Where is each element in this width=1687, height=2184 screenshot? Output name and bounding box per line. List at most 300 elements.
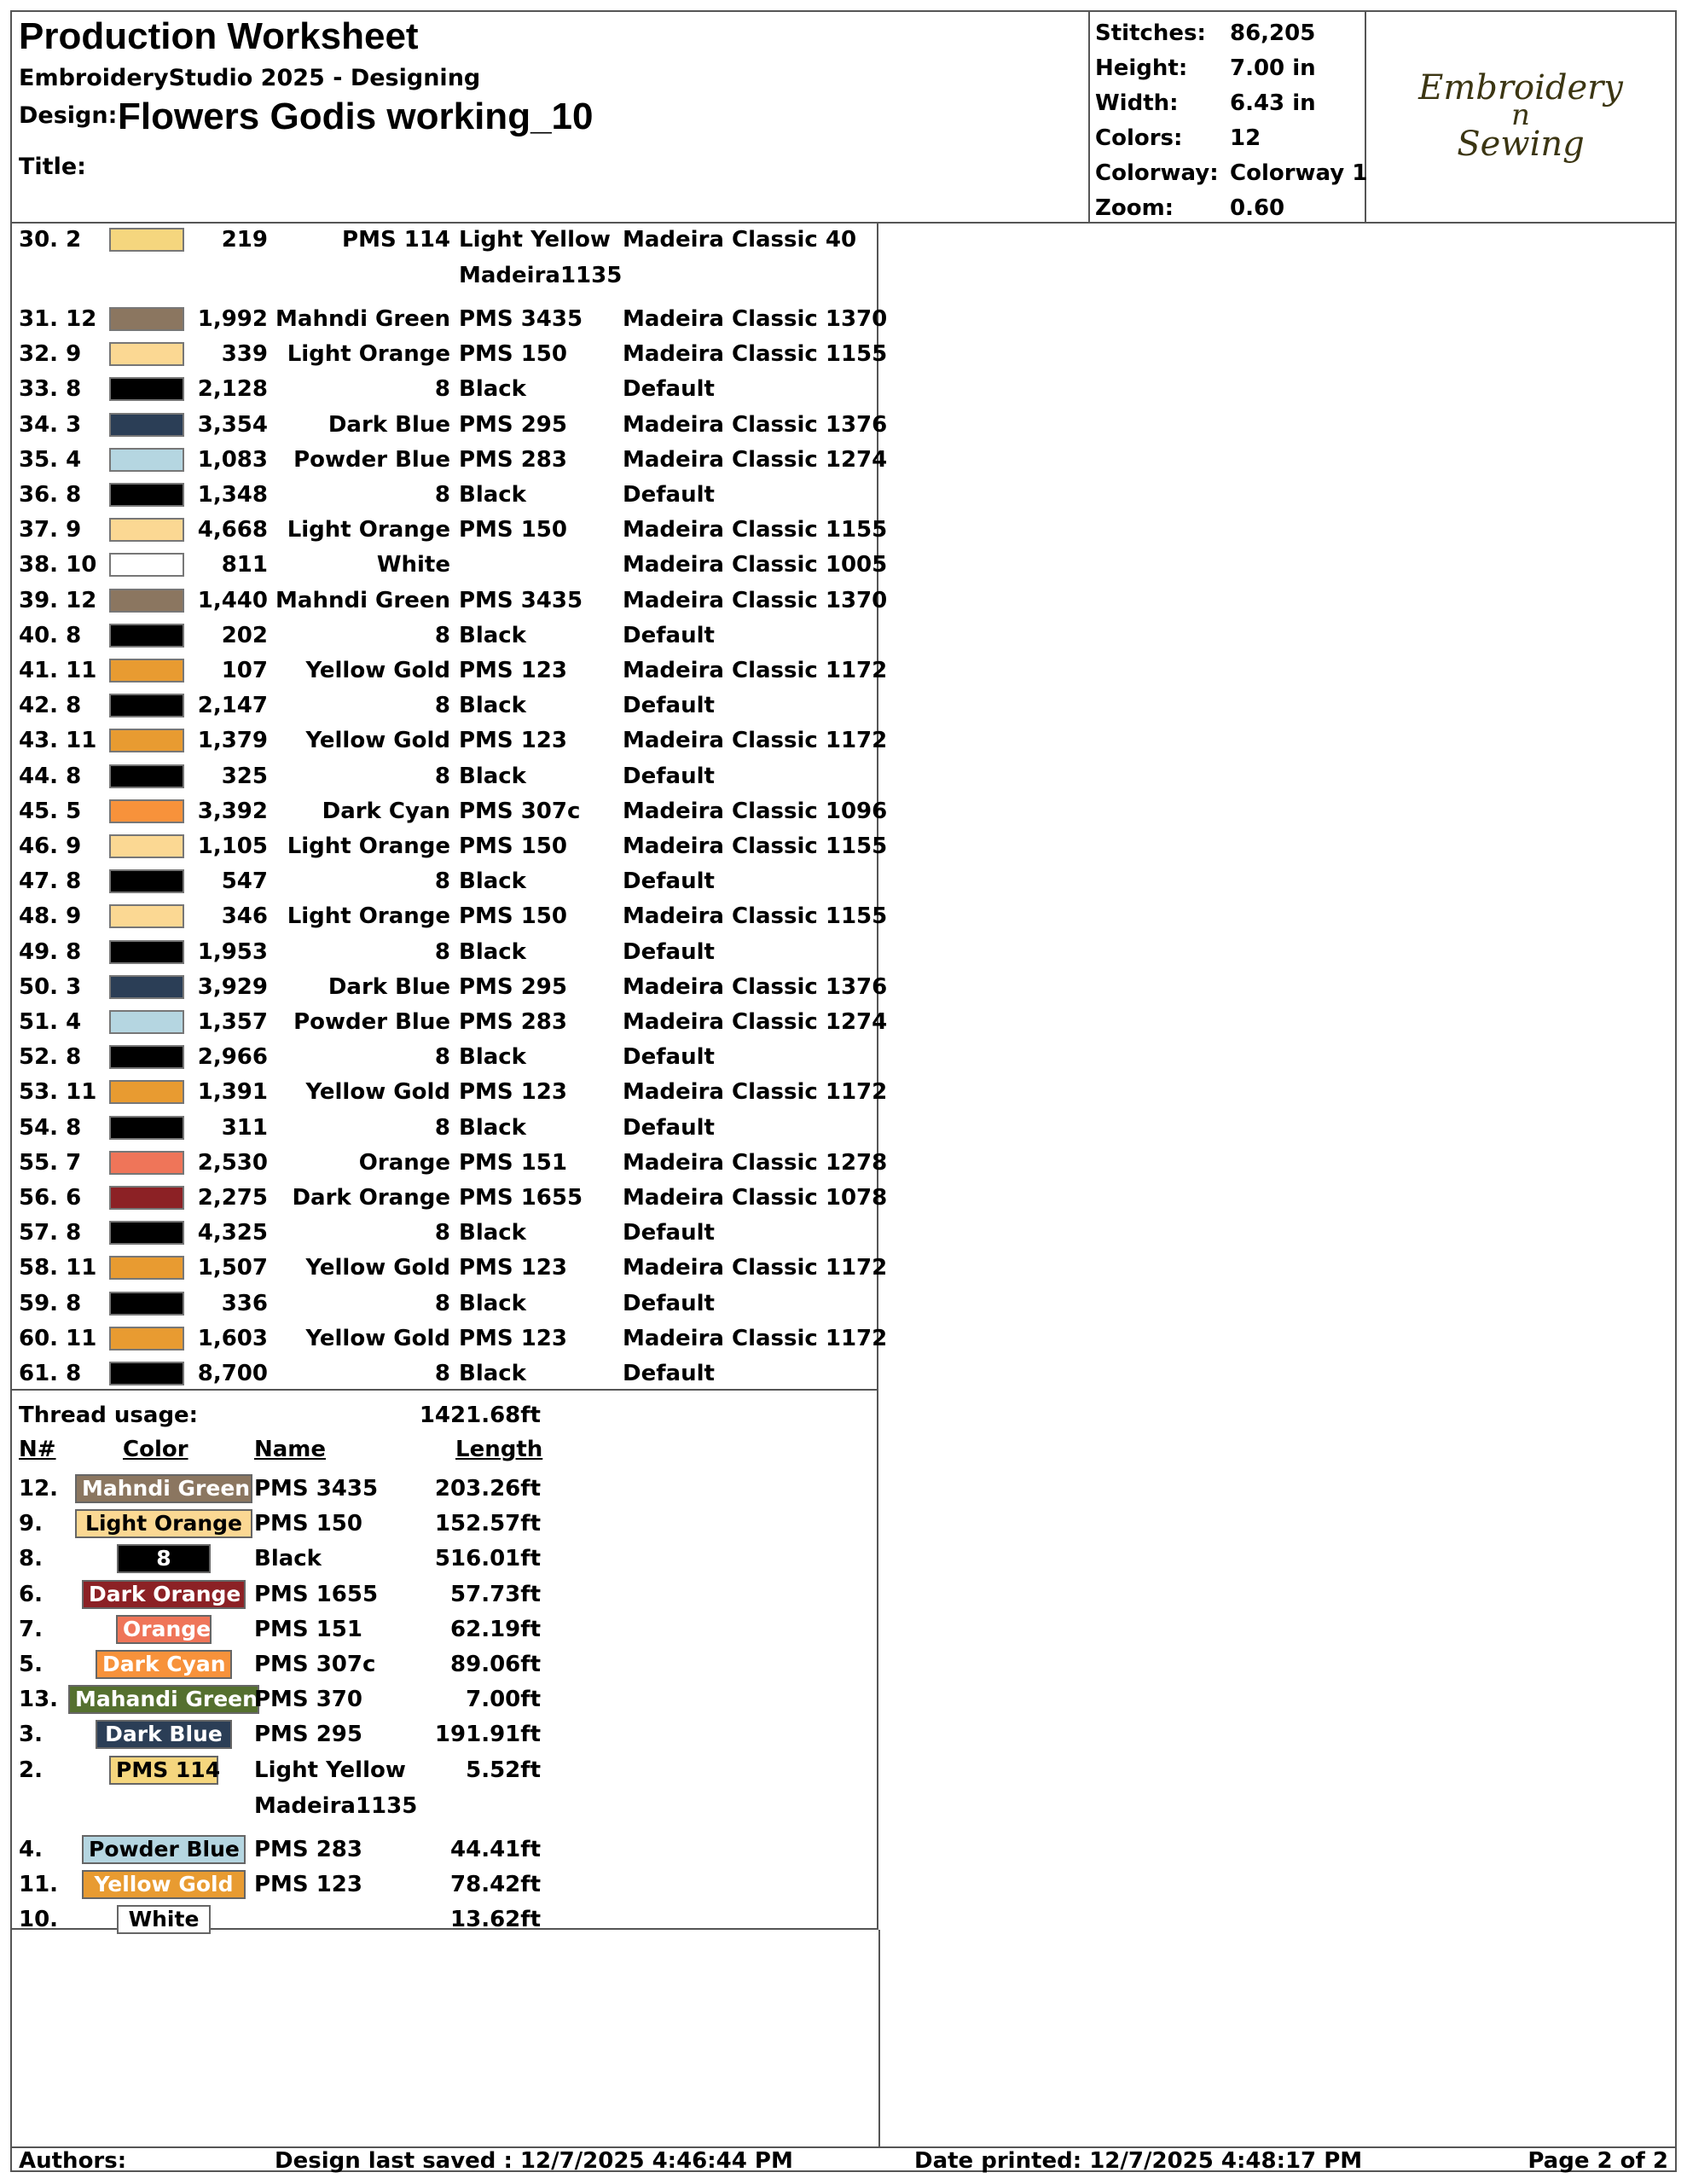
stat-value: 7.00 in bbox=[1230, 55, 1316, 81]
thread-name: 8 bbox=[434, 482, 450, 508]
header-name: Name bbox=[254, 1437, 327, 1462]
usage-number: 5. bbox=[19, 1652, 43, 1677]
thread-name: 8 bbox=[434, 376, 450, 403]
thread-brand: Madeira Classic 1005 bbox=[623, 552, 888, 578]
stat-value: 86,205 bbox=[1230, 20, 1316, 46]
thread-usage-title: Thread usage: bbox=[19, 1403, 199, 1428]
sequence-number: 59. 8 bbox=[19, 1290, 82, 1316]
thread-name: 8 bbox=[434, 938, 450, 965]
thread-name: Yellow Gold bbox=[305, 728, 450, 754]
page-title: Production Worksheet bbox=[19, 15, 419, 57]
stat-label: Zoom: bbox=[1095, 195, 1174, 221]
thread-brand: Default bbox=[623, 693, 715, 719]
sequence-number: 43. 11 bbox=[19, 728, 97, 754]
usage-thread-name: Black bbox=[254, 1546, 322, 1572]
sequence-number: 48. 9 bbox=[19, 903, 82, 930]
stitch-count: 3,392 bbox=[197, 798, 268, 824]
thread-code: Black bbox=[459, 1290, 526, 1316]
thread-code: PMS 283 bbox=[459, 446, 567, 473]
sequence-row bbox=[12, 338, 888, 372]
color-swatch bbox=[109, 1080, 184, 1104]
usage-number: 13. bbox=[19, 1687, 59, 1713]
usage-thread-name: PMS 370 bbox=[254, 1687, 362, 1713]
stat-label: Stitches: bbox=[1095, 20, 1206, 46]
authors-label: Authors: bbox=[19, 2148, 127, 2174]
worksheet-footer bbox=[12, 2146, 1675, 2172]
sequence-row bbox=[12, 900, 888, 934]
column-divider bbox=[878, 1930, 880, 2146]
sequence-number: 39. 12 bbox=[19, 587, 97, 613]
stat-value: 6.43 in bbox=[1230, 90, 1316, 116]
stitch-count: 1,379 bbox=[197, 728, 268, 754]
usage-length: 57.73ft bbox=[450, 1581, 541, 1607]
header-color: Color bbox=[123, 1437, 188, 1462]
color-badge: Yellow Gold bbox=[82, 1870, 246, 1899]
sequence-number: 33. 8 bbox=[19, 376, 82, 403]
sequence-number: 57. 8 bbox=[19, 1220, 82, 1246]
thread-name: 8 bbox=[434, 868, 450, 895]
thread-brand: Madeira Classic 1096 bbox=[623, 798, 888, 824]
thread-name: 8 bbox=[434, 1290, 450, 1316]
sequence-row bbox=[12, 830, 888, 864]
design-name: Flowers Godis working_10 bbox=[118, 96, 594, 137]
usage-number: 12. bbox=[19, 1476, 59, 1502]
thread-name: PMS 114 bbox=[342, 227, 450, 253]
thread-name: Mahndi Green bbox=[275, 587, 450, 613]
color-swatch bbox=[109, 228, 184, 252]
stitch-count: 547 bbox=[221, 868, 268, 895]
thread-code: PMS 150 bbox=[459, 903, 567, 930]
stitch-count: 3,354 bbox=[197, 411, 268, 438]
color-swatch bbox=[109, 975, 184, 999]
sequence-row bbox=[12, 1147, 888, 1181]
app-subtitle: EmbroideryStudio 2025 - Designing bbox=[19, 65, 481, 91]
stitch-count: 219 bbox=[221, 227, 268, 253]
thread-name: Dark Blue bbox=[328, 411, 450, 438]
thread-code: PMS 295 bbox=[459, 973, 567, 1000]
date-printed: Date printed: 12/7/2025 4:48:17 PM bbox=[914, 2148, 1363, 2174]
thread-name: 8 bbox=[434, 1220, 450, 1246]
sequence-number: 42. 8 bbox=[19, 693, 82, 719]
usage-length: 5.52ft bbox=[466, 1757, 541, 1783]
color-swatch bbox=[109, 1292, 184, 1316]
thread-name: 8 bbox=[434, 622, 450, 648]
thread-name: 8 bbox=[434, 693, 450, 719]
sequence-row bbox=[12, 1112, 877, 1146]
color-swatch bbox=[109, 799, 184, 823]
design-label: Design: bbox=[19, 102, 118, 129]
sequence-row bbox=[12, 514, 888, 548]
usage-number: 6. bbox=[19, 1581, 43, 1607]
sequence-row bbox=[12, 1182, 888, 1216]
sequence-row bbox=[12, 303, 888, 337]
thread-brand: Default bbox=[623, 1361, 715, 1386]
thread-brand: Madeira Classic 1172 bbox=[623, 1255, 888, 1281]
stitch-count: 2,530 bbox=[197, 1149, 268, 1176]
design-info bbox=[12, 12, 1090, 222]
color-swatch bbox=[109, 764, 184, 788]
color-badge: Orange bbox=[116, 1615, 212, 1644]
color-swatch bbox=[109, 1256, 184, 1280]
color-swatch bbox=[109, 483, 184, 507]
usage-length: 516.01ft bbox=[434, 1546, 541, 1572]
usage-length: 191.91ft bbox=[434, 1722, 541, 1748]
thread-name: 8 bbox=[434, 1044, 450, 1071]
usage-length: 89.06ft bbox=[450, 1652, 541, 1677]
usage-row bbox=[12, 1868, 877, 1902]
stitch-count: 346 bbox=[221, 903, 268, 930]
thread-usage-total: 1421.68ft bbox=[419, 1403, 541, 1428]
thread-code: Black bbox=[459, 868, 526, 895]
thread-name: Light Orange bbox=[287, 903, 450, 930]
thread-brand: Madeira Classic 1376 bbox=[623, 411, 888, 438]
stat-value: 12 bbox=[1230, 125, 1261, 151]
sequence-row bbox=[12, 654, 888, 688]
sequence-number: 41. 11 bbox=[19, 658, 97, 683]
sequence-row bbox=[12, 865, 877, 899]
thread-name: Light Orange bbox=[287, 834, 450, 859]
stitch-count: 339 bbox=[221, 341, 268, 368]
usage-number: 10. bbox=[19, 1907, 59, 1932]
last-saved: Design last saved : 12/7/2025 4:46:44 PM bbox=[275, 2148, 793, 2174]
usage-number: 11. bbox=[19, 1871, 59, 1897]
worksheet-header bbox=[12, 12, 1675, 224]
thread-brand: Madeira Classic 1155 bbox=[623, 341, 888, 368]
sequence-row bbox=[12, 409, 888, 443]
color-swatch bbox=[109, 834, 184, 858]
sequence-number: 40. 8 bbox=[19, 622, 82, 648]
color-sequence-list bbox=[12, 224, 888, 1391]
color-swatch bbox=[109, 940, 184, 964]
sequence-row bbox=[12, 724, 888, 758]
thread-code: PMS 151 bbox=[459, 1149, 567, 1176]
thread-name: Light Orange bbox=[287, 517, 450, 543]
thread-code: Light Yellow bbox=[459, 227, 611, 253]
sequence-number: 31. 12 bbox=[19, 306, 97, 332]
thread-brand: Madeira Classic 1172 bbox=[623, 1079, 888, 1106]
usage-length: 7.00ft bbox=[466, 1687, 541, 1713]
color-swatch bbox=[109, 553, 184, 577]
worksheet-page bbox=[10, 10, 1677, 2172]
sequence-row bbox=[12, 1006, 888, 1040]
thread-brand: Madeira Classic 1172 bbox=[623, 1325, 888, 1351]
stitch-count: 1,603 bbox=[197, 1325, 268, 1351]
thread-brand: Default bbox=[623, 763, 715, 789]
sequence-number: 55. 7 bbox=[19, 1149, 82, 1176]
stat-label: Height: bbox=[1095, 55, 1188, 81]
thread-brand: Default bbox=[623, 1290, 715, 1316]
usage-length: 62.19ft bbox=[450, 1616, 541, 1642]
stitch-count: 1,953 bbox=[197, 938, 268, 965]
color-swatch bbox=[109, 1116, 184, 1140]
stitch-count: 3,929 bbox=[197, 973, 268, 1000]
usage-thread-name: PMS 283 bbox=[254, 1836, 362, 1862]
color-swatch bbox=[109, 1362, 184, 1385]
usage-number: 8. bbox=[19, 1546, 43, 1572]
thread-code: PMS 150 bbox=[459, 517, 567, 543]
thread-name: Yellow Gold bbox=[305, 1325, 450, 1351]
sequence-number: 52. 8 bbox=[19, 1044, 82, 1071]
usage-thread-name: PMS 295 bbox=[254, 1722, 362, 1748]
sequence-number: 58. 11 bbox=[19, 1255, 97, 1281]
thread-brand: Madeira Classic 1155 bbox=[623, 834, 888, 859]
thread-code: Black bbox=[459, 938, 526, 965]
sequence-row bbox=[12, 619, 877, 653]
usage-number: 9. bbox=[19, 1511, 43, 1537]
sequence-number: 37. 9 bbox=[19, 517, 82, 543]
stitch-count: 2,128 bbox=[197, 376, 268, 403]
sequence-row bbox=[12, 1076, 888, 1110]
thread-code: PMS 307c bbox=[459, 798, 581, 824]
logo-line-1: Embroidery bbox=[1418, 68, 1623, 107]
usage-number: 3. bbox=[19, 1722, 43, 1748]
usage-thread-name: PMS 151 bbox=[254, 1616, 362, 1642]
color-badge: 8 bbox=[117, 1544, 211, 1573]
sequence-row bbox=[12, 373, 877, 407]
thread-name: Powder Blue bbox=[293, 446, 450, 473]
stitch-count: 1,083 bbox=[197, 446, 268, 473]
thread-name: Orange bbox=[358, 1149, 450, 1176]
thread-brand: Madeira Classic 40 bbox=[623, 227, 857, 253]
stitch-count: 2,966 bbox=[197, 1044, 268, 1071]
thread-name: Dark Cyan bbox=[322, 798, 450, 824]
stitch-count: 202 bbox=[221, 622, 268, 648]
thread-code: Black bbox=[459, 1361, 526, 1386]
thread-brand: Madeira Classic 1172 bbox=[623, 728, 888, 754]
stat-value: Colorway 1 bbox=[1230, 160, 1368, 186]
thread-code: PMS 150 bbox=[459, 341, 567, 368]
thread-brand: Default bbox=[623, 482, 715, 508]
thread-code: PMS 3435 bbox=[459, 306, 583, 332]
color-swatch bbox=[109, 869, 184, 893]
thread-code: PMS 3435 bbox=[459, 587, 583, 613]
sequence-number: 51. 4 bbox=[19, 1009, 82, 1035]
sequence-row bbox=[12, 1287, 877, 1321]
color-swatch bbox=[109, 1010, 184, 1034]
stitch-count: 1,440 bbox=[197, 587, 268, 613]
stitch-count: 1,357 bbox=[197, 1009, 268, 1035]
sequence-row bbox=[12, 971, 888, 1005]
usage-length: 44.41ft bbox=[450, 1836, 541, 1862]
thread-brand: Madeira Classic 1370 bbox=[623, 306, 888, 332]
stitch-count: 1,507 bbox=[197, 1255, 268, 1281]
stitch-count: 325 bbox=[221, 763, 268, 789]
color-swatch bbox=[109, 729, 184, 752]
title-label: Title: bbox=[19, 154, 86, 180]
sequence-number: 30. 2 bbox=[19, 227, 82, 253]
sequence-row bbox=[12, 1041, 877, 1075]
sequence-row bbox=[12, 1357, 877, 1391]
thread-code: PMS 123 bbox=[459, 1325, 567, 1351]
color-swatch bbox=[109, 377, 184, 401]
thread-name: Yellow Gold bbox=[305, 658, 450, 683]
thread-brand: Default bbox=[623, 1114, 715, 1141]
usage-row bbox=[12, 1542, 877, 1577]
sequence-number: 35. 4 bbox=[19, 446, 82, 473]
header-number: N# bbox=[19, 1437, 56, 1462]
thread-brand: Madeira Classic 1370 bbox=[623, 587, 888, 613]
logo-mark bbox=[1366, 12, 1675, 222]
stitch-count: 1,992 bbox=[197, 306, 268, 332]
color-swatch bbox=[109, 518, 184, 542]
color-swatch bbox=[109, 342, 184, 366]
usage-row bbox=[12, 1648, 877, 1682]
sequence-number: 50. 3 bbox=[19, 973, 82, 1000]
sequence-number: 54. 8 bbox=[19, 1114, 82, 1141]
color-swatch bbox=[109, 904, 184, 928]
sequence-row bbox=[12, 760, 877, 794]
sequence-number: 61. 8 bbox=[19, 1361, 82, 1386]
sequence-number: 53. 11 bbox=[19, 1079, 97, 1106]
color-badge: Dark Blue bbox=[96, 1720, 232, 1749]
usage-row bbox=[12, 1718, 877, 1752]
sequence-row bbox=[12, 224, 877, 288]
color-swatch bbox=[109, 448, 184, 472]
thread-code: Black bbox=[459, 622, 526, 648]
thread-brand: Madeira Classic 1274 bbox=[623, 1009, 888, 1035]
stitch-count: 4,325 bbox=[197, 1220, 268, 1246]
usage-thread-name-line-2: Madeira1135 bbox=[254, 1792, 418, 1819]
thread-brand: Madeira Classic 1155 bbox=[623, 517, 888, 543]
thread-name: 8 bbox=[434, 1361, 450, 1386]
sequence-row bbox=[12, 689, 877, 723]
sequence-row bbox=[12, 1217, 877, 1251]
stitch-count: 4,668 bbox=[197, 517, 268, 543]
usage-thread-name: PMS 307c bbox=[254, 1652, 376, 1677]
thread-name: Light Orange bbox=[287, 341, 450, 368]
usage-number: 4. bbox=[19, 1836, 43, 1862]
sequence-number: 45. 5 bbox=[19, 798, 82, 824]
usage-row bbox=[12, 1754, 877, 1819]
thread-brand: Madeira Classic 1274 bbox=[623, 446, 888, 473]
sequence-number: 34. 3 bbox=[19, 411, 82, 438]
color-swatch bbox=[109, 307, 184, 331]
usage-row bbox=[12, 1833, 877, 1867]
thread-code: Black bbox=[459, 763, 526, 789]
color-swatch bbox=[109, 413, 184, 437]
thread-code: Black bbox=[459, 693, 526, 719]
thread-code: Black bbox=[459, 1220, 526, 1246]
sequence-number: 49. 8 bbox=[19, 938, 82, 965]
usage-row bbox=[12, 1578, 877, 1612]
usage-row bbox=[12, 1472, 877, 1507]
thread-code: Black bbox=[459, 376, 526, 403]
sequence-row bbox=[12, 479, 877, 513]
sequence-row bbox=[12, 1252, 888, 1286]
thread-name: Mahndi Green bbox=[275, 306, 450, 332]
usage-thread-name: PMS 150 bbox=[254, 1511, 362, 1537]
stat-value: 0.60 bbox=[1230, 195, 1285, 221]
thread-code: PMS 123 bbox=[459, 1079, 567, 1106]
usage-row bbox=[12, 1613, 877, 1647]
sequence-number: 47. 8 bbox=[19, 868, 82, 895]
sequence-row bbox=[12, 795, 888, 829]
sequence-row bbox=[12, 549, 888, 583]
usage-row bbox=[12, 1903, 877, 1937]
thread-brand: Madeira Classic 1078 bbox=[623, 1185, 888, 1211]
thread-name: 8 bbox=[434, 763, 450, 789]
stat-label: Colorway: bbox=[1095, 160, 1219, 186]
sequence-row bbox=[12, 936, 877, 970]
sequence-number: 56. 6 bbox=[19, 1185, 82, 1211]
usage-thread-name: PMS 3435 bbox=[254, 1476, 379, 1502]
color-badge: White bbox=[117, 1905, 211, 1934]
color-swatch bbox=[109, 1221, 184, 1245]
logo-line-2: n bbox=[1511, 98, 1530, 132]
sequence-number: 36. 8 bbox=[19, 482, 82, 508]
thread-name: Powder Blue bbox=[293, 1009, 450, 1035]
color-swatch bbox=[109, 624, 184, 648]
thread-code: PMS 123 bbox=[459, 658, 567, 683]
stitch-count: 1,391 bbox=[197, 1079, 268, 1106]
logo-line-3: Sewing bbox=[1457, 125, 1585, 164]
usage-thread-name: PMS 1655 bbox=[254, 1581, 379, 1607]
sequence-row bbox=[12, 444, 888, 478]
stat-label: Colors: bbox=[1095, 125, 1183, 151]
thread-code: PMS 1655 bbox=[459, 1185, 583, 1211]
color-swatch bbox=[109, 1151, 184, 1175]
stitch-count: 8,700 bbox=[197, 1361, 268, 1386]
color-swatch bbox=[109, 589, 184, 613]
thread-brand: Default bbox=[623, 868, 715, 895]
brand-logo bbox=[1366, 12, 1675, 222]
stitch-count: 336 bbox=[221, 1290, 268, 1316]
color-swatch bbox=[109, 1186, 184, 1210]
thread-brand: Madeira Classic 1376 bbox=[623, 973, 888, 1000]
thread-code: Black bbox=[459, 1044, 526, 1071]
sequence-number: 38. 10 bbox=[19, 552, 97, 578]
usage-row bbox=[12, 1507, 877, 1542]
sequence-number: 32. 9 bbox=[19, 341, 82, 368]
usage-length: 203.26ft bbox=[434, 1476, 541, 1502]
usage-thread-name: Light Yellow bbox=[254, 1757, 406, 1783]
thread-brand: Madeira Classic 1155 bbox=[623, 903, 888, 930]
usage-row bbox=[12, 1683, 877, 1717]
stitch-count: 811 bbox=[221, 552, 268, 578]
thread-name: 8 bbox=[434, 1114, 450, 1141]
thread-name: Dark Orange bbox=[292, 1185, 450, 1211]
color-swatch bbox=[109, 1045, 184, 1069]
color-badge: PMS 114 bbox=[109, 1756, 218, 1785]
sequence-number: 60. 11 bbox=[19, 1325, 97, 1351]
thread-brand: Default bbox=[623, 1044, 715, 1071]
stitch-count: 1,105 bbox=[197, 834, 268, 859]
usage-length: 152.57ft bbox=[434, 1511, 541, 1537]
color-badge: Powder Blue bbox=[82, 1835, 246, 1864]
thread-name: Yellow Gold bbox=[305, 1255, 450, 1281]
usage-number: 2. bbox=[19, 1757, 43, 1783]
thread-name: Yellow Gold bbox=[305, 1079, 450, 1106]
stitch-count: 311 bbox=[221, 1114, 268, 1141]
stitch-count: 2,147 bbox=[197, 693, 268, 719]
color-badge: Dark Orange bbox=[82, 1580, 246, 1609]
stitch-count: 2,275 bbox=[197, 1185, 268, 1211]
color-badge: Mahndi Green bbox=[75, 1474, 252, 1503]
page-number: Page 2 of 2 bbox=[1528, 2148, 1668, 2174]
thread-code: PMS 295 bbox=[459, 411, 567, 438]
thread-brand: Default bbox=[623, 938, 715, 965]
color-badge: Dark Cyan bbox=[96, 1650, 232, 1679]
usage-length: 13.62ft bbox=[450, 1907, 541, 1932]
thread-brand: Default bbox=[623, 1220, 715, 1246]
sequence-row bbox=[12, 1322, 888, 1356]
sequence-row bbox=[12, 584, 888, 619]
thread-code: PMS 123 bbox=[459, 728, 567, 754]
thread-name: White bbox=[376, 552, 450, 578]
thread-brand: Default bbox=[623, 376, 715, 403]
thread-usage-table bbox=[12, 1391, 878, 1930]
stitch-count: 1,348 bbox=[197, 482, 268, 508]
